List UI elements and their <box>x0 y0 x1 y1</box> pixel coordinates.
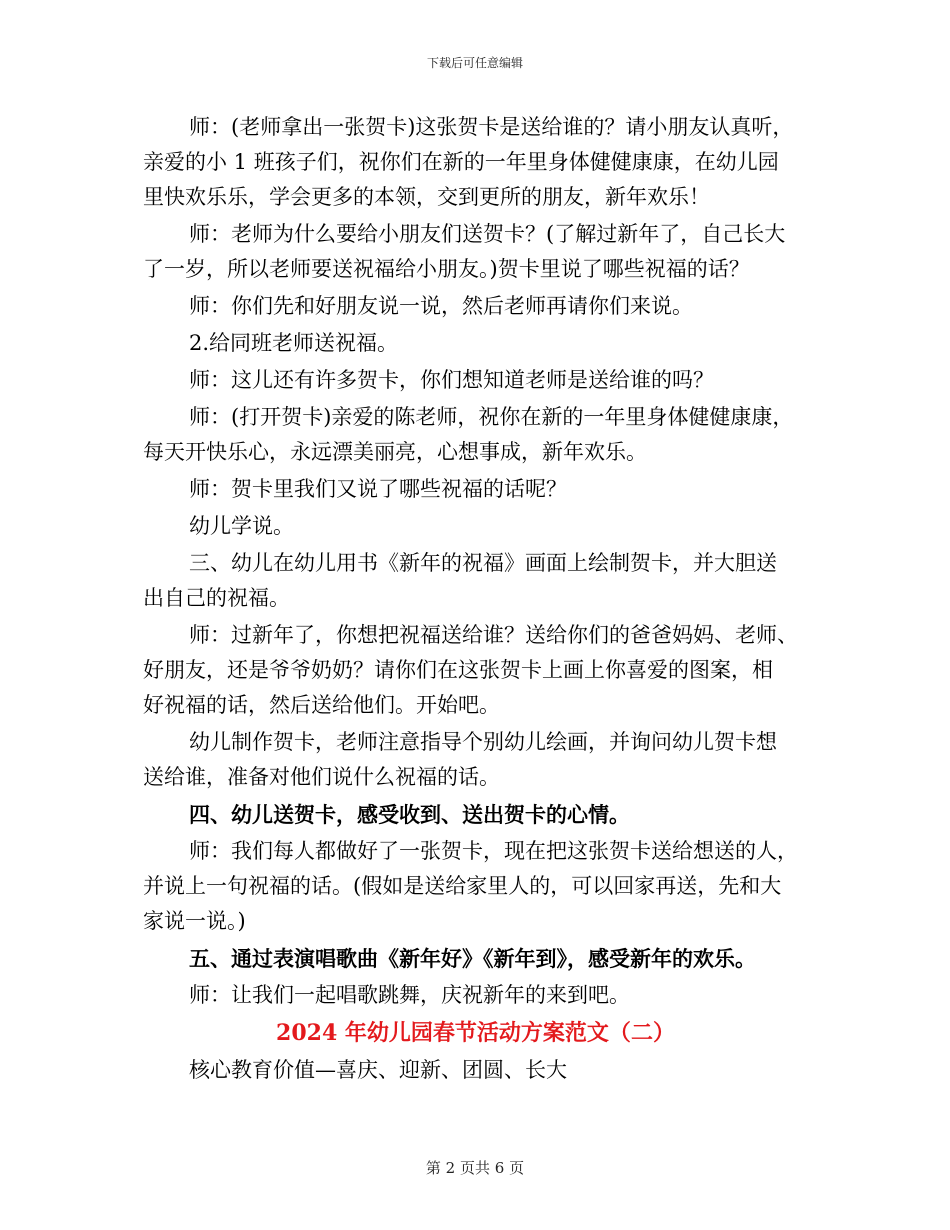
text-line: 2.给同班老师送祝福。 <box>189 331 399 355</box>
paragraph-why-cards <box>143 217 808 287</box>
text-line: 每天开快乐心，永远漂美丽亮，心想事成，新年欢乐。 <box>143 440 647 464</box>
page-number-footer: 第 2 页共 6 页 <box>425 1159 525 1177</box>
text-line: 师：贺卡里我们又说了哪些祝福的话呢？ <box>189 477 567 501</box>
text-line: 好朋友，还是爷爷奶奶？请你们在这张贺卡上画上你喜爱的图案，相 <box>143 658 773 682</box>
text-line: 并说上一句祝福的话。(假如是送给家里人的，可以回家再送，先和大 <box>143 874 782 898</box>
text-line: 核心教育价值—喜庆、迎新、团圆、长大 <box>189 1058 567 1082</box>
paragraph-core-value <box>143 1053 808 1088</box>
text-line: 家说一说。) <box>143 909 246 933</box>
paragraph-new-year-wish <box>143 618 808 723</box>
paragraph-step-2 <box>143 326 808 361</box>
text-line: 师：老师为什么要给小朋友们送贺卡？(了解过新年了，自己长大 <box>189 222 786 246</box>
text-line: 出自己的祝福。 <box>143 586 290 610</box>
text-line: 五、通过表演唱歌曲《新年好》《新年到》，感受新年的欢乐。 <box>189 946 756 971</box>
text-line: 幼儿制作贺卡，老师注意指导个别幼儿绘画，并询问幼儿贺卡想 <box>189 730 777 754</box>
text-line: 师：(老师拿出一张贺卡)这张贺卡是送给谁的？请小朋友认真听， <box>189 115 794 139</box>
paragraph-children-learn <box>143 509 808 544</box>
paragraph-talk-friends <box>143 289 808 324</box>
paragraph-which-blessings <box>143 472 808 507</box>
page-header-note: 下载后可任意编辑 <box>426 56 523 70</box>
text-line: 师：这儿还有许多贺卡，你们想知道老师是送给谁的吗？ <box>189 368 714 392</box>
text-line: 送给谁，准备对他们说什么祝福的话。 <box>143 765 500 789</box>
paragraph-make-cards <box>143 725 808 795</box>
text-line: 了一岁，所以老师要送祝福给小朋友。)贺卡里说了哪些祝福的话？ <box>143 257 750 281</box>
text-line: 幼儿学说。 <box>189 514 294 538</box>
paragraph-greeting-card-1 <box>143 110 808 215</box>
paragraph-more-cards <box>143 363 808 398</box>
text-line: 师：我们每人都做好了一张贺卡，现在把这张贺卡送给想送的人， <box>189 839 798 863</box>
text-line: 亲爱的小 1 班孩子们，祝你们在新的一年里身体健健康康，在幼儿园 <box>143 150 779 174</box>
heading-step-five <box>143 941 808 976</box>
paragraph-give-cards <box>143 834 808 939</box>
text-line: 师：让我们一起唱歌跳舞，庆祝新年的来到吧。 <box>189 983 630 1007</box>
text-line: 师：你们先和好朋友说一说，然后老师再请你们来说。 <box>189 294 693 318</box>
text-line: 师：(打开贺卡)亲爱的陈老师，祝你在新的一年里身体健健康康， <box>189 405 794 429</box>
paragraph-greeting-card-2 <box>143 400 808 470</box>
heading-step-four <box>143 797 808 832</box>
paragraph-step-three <box>143 546 808 616</box>
text-line: 师：过新年了，你想把祝福送给谁？送给你们的爸爸妈妈、老师、 <box>189 623 798 647</box>
document-body <box>143 110 808 1088</box>
text-line: 三、幼儿在幼儿用书《新年的祝福》画面上绘制贺卡，并大胆送 <box>189 551 777 575</box>
section-title: 2024 年幼儿园春节活动方案范文（二） <box>276 1020 675 1046</box>
text-line: 四、幼儿送贺卡，感受收到、送出贺卡的心情。 <box>189 802 630 827</box>
paragraph-sing-dance <box>143 978 808 1013</box>
text-line: 里快欢乐乐，学会更多的本领，交到更所的朋友，新年欢乐！ <box>143 185 710 209</box>
text-line: 好祝福的话，然后送给他们。开始吧。 <box>143 693 500 717</box>
